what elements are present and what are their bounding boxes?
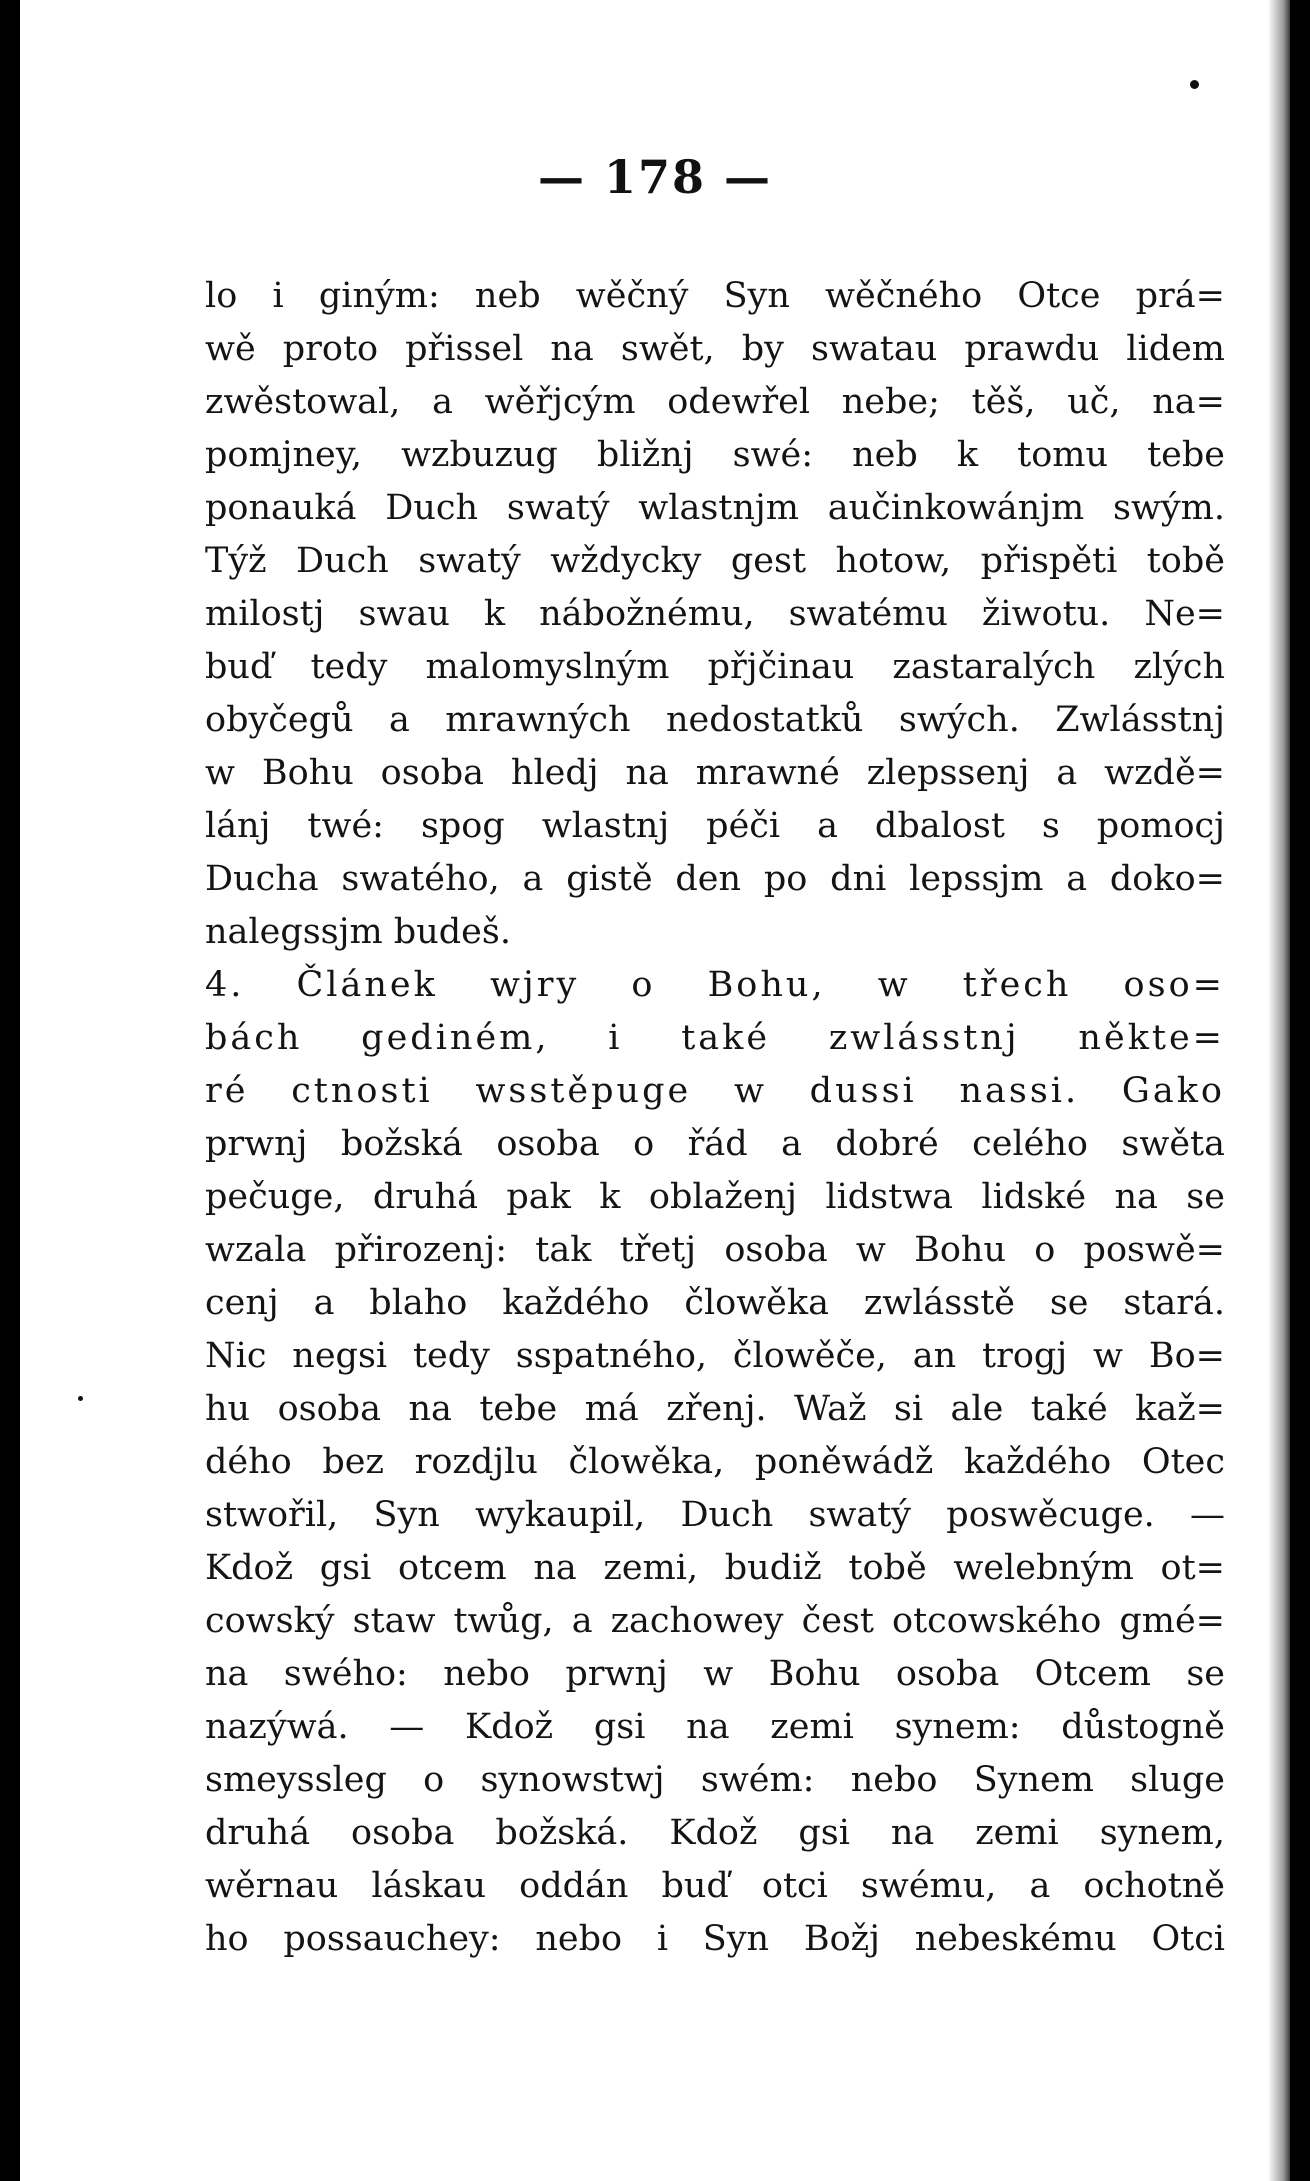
text-line: zwěstowal, a wěřjcým odewřel nebe; těš, uč, na= <box>205 382 1225 422</box>
text-line: obyčegů a mrawných nedostatků swých. Zwlásstnj <box>205 700 1225 740</box>
text-line: na swého: nebo prwnj w Bohu osoba Otcem se <box>205 1654 1225 1694</box>
article-heading-line: 4. Článek wjry o Bohu, w třech oso= <box>205 965 1225 1005</box>
text-line: druhá osoba božská. Kdož gsi na zemi synem, <box>205 1813 1225 1853</box>
text-line: prwnj božská osoba o řád a dobré celého swěta <box>205 1124 1225 1164</box>
text-line: ho possauchey: nebo i Syn Božj nebeskému Otci <box>205 1919 1225 1959</box>
ink-speck <box>78 1396 83 1401</box>
text-line: nazýwá. — Kdož gsi na zemi synem: důstogně <box>205 1707 1225 1747</box>
article-heading-line: bách gediném, i také zwlásstnj někte= <box>205 1018 1225 1058</box>
page-edge-shadow <box>1268 0 1290 2181</box>
text-line: w Bohu osoba hledj na mrawné zlepssenj a wzdě= <box>205 753 1225 793</box>
text-line: Nic negsi tedy sspatného, člowěče, an trogj w Bo= <box>205 1336 1225 1376</box>
book-page <box>20 0 1290 2181</box>
page-number: — 178 — <box>537 150 773 204</box>
text-line: wěrnau láskau oddán buď otci swému, a ochotně <box>205 1866 1225 1906</box>
text-line: ponauká Duch swatý wlastnjm aučinkowánjm swým. <box>205 488 1225 528</box>
text-line: stwořil, Syn wykaupil, Duch swatý poswěcuge. — <box>205 1495 1225 1535</box>
ink-speck <box>1190 80 1199 89</box>
text-line: lo i giným: neb wěčný Syn wěčného Otce prá= <box>205 276 1225 316</box>
text-line: wě proto přissel na swět, by swatau prawdu lidem <box>205 329 1225 369</box>
text-line: pomjney, wzbuzug bližnj swé: neb k tomu tebe <box>205 435 1225 475</box>
text-line: Kdož gsi otcem na zemi, budiž tobě welebným ot= <box>205 1548 1225 1588</box>
text-line: hu osoba na tebe má zřenj. Waž si ale také kaž= <box>205 1389 1225 1429</box>
text-line: cowský staw twůg, a zachowey čest otcowského gmé= <box>205 1601 1225 1641</box>
text-line: milostj swau k nábožnému, swatému žiwotu. Ne= <box>205 594 1225 634</box>
body-text <box>205 270 1225 1966</box>
text-line: cenj a blaho každého člowěka zwlásstě se stará. <box>205 1283 1225 1323</box>
text-line: Týž Duch swatý wždycky gest hotow, přispěti tobě <box>205 541 1225 581</box>
text-line: nalegssjm budeš. <box>205 912 511 952</box>
text-line: Ducha swatého, a gistě den po dni lepssjm a doko= <box>205 859 1225 899</box>
text-line: wzala přirozenj: tak třetj osoba w Bohu o poswě= <box>205 1230 1225 1270</box>
text-line: buď tedy malomyslným přjčinau zastaralých zlých <box>205 647 1225 687</box>
text-line: dého bez rozdjlu člowěka, poněwádž každého Otec <box>205 1442 1225 1482</box>
text-line: lánj twé: spog wlastnj péči a dbalost s pomocj <box>205 806 1225 846</box>
text-line: pečuge, druhá pak k oblaženj lidstwa lidské na se <box>205 1177 1225 1217</box>
text-line: smeyssleg o synowstwj swém: nebo Synem sluge <box>205 1760 1225 1800</box>
article-heading-line: ré ctnosti wsstěpuge w dussi nassi. Gako <box>205 1071 1225 1111</box>
